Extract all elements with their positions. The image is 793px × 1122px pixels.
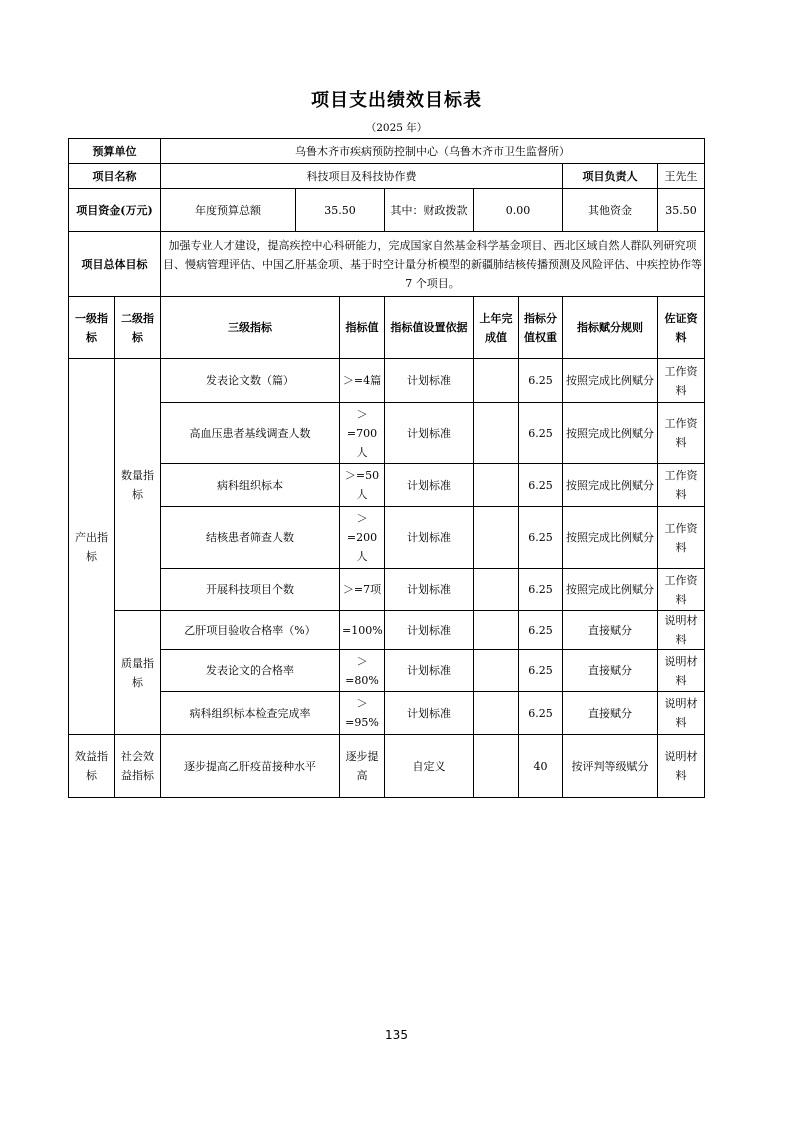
overall-goal-label: 项目总体目标: [69, 232, 161, 297]
table-row: [69, 507, 705, 569]
indicator-prev: [474, 735, 519, 798]
indicator-prev: [474, 692, 519, 735]
header-level2: 二级指标: [115, 297, 161, 359]
indicator-name: 逐步提高乙肝疫苗接种水平: [161, 735, 340, 798]
group-social-benefit: 社会效益指标: [115, 735, 161, 798]
overall-goal-row: [69, 232, 705, 297]
overall-goal-value: 加强专业人才建设，提高疾控中心科研能力，完成国家自然基金科学基金项目、西北区域自然人群队列研究项目、慢病管理评估、中国乙肝基金项、基于时空计量分析模型的新疆肺结核传播预测及风险评估、中疾控协作等 7 个项目。: [161, 232, 705, 297]
project-owner-label: 项目负责人: [563, 164, 658, 189]
indicator-weight: 6.25: [519, 403, 563, 464]
year-label: （2025 年）: [365, 122, 428, 134]
indicator-name: 开展科技项目个数: [161, 569, 340, 611]
indicator-evidence: 说明材料: [658, 692, 705, 735]
indicator-weight: 6.25: [519, 464, 563, 507]
indicator-evidence: 工作资料: [658, 569, 705, 611]
table-row: [69, 403, 705, 464]
indicator-name: 病科组织标本检查完成率: [161, 692, 340, 735]
table-row: [69, 650, 705, 692]
indicator-value: ＞=200人: [340, 507, 385, 569]
indicator-rule: 直接赋分: [563, 650, 658, 692]
indicator-evidence: 工作资料: [658, 507, 705, 569]
indicator-basis: 计划标准: [385, 569, 474, 611]
fiscal-allocation-value: 0.00: [474, 189, 563, 232]
table-row: [69, 464, 705, 507]
header-value: 指标值: [340, 297, 385, 359]
indicator-rule: 直接赋分: [563, 611, 658, 650]
page-number: 135: [385, 1028, 408, 1042]
indicator-prev: [474, 650, 519, 692]
indicator-basis: 自定义: [385, 735, 474, 798]
indicator-evidence: 工作资料: [658, 464, 705, 507]
indicator-value: =100%: [340, 611, 385, 650]
project-funds-row: [69, 189, 705, 232]
group-quality: 质量指标: [115, 611, 161, 735]
project-name-label: 项目名称: [69, 164, 161, 189]
annual-total-value: 35.50: [296, 189, 385, 232]
indicator-rule: 按照完成比例赋分: [563, 359, 658, 403]
indicator-evidence: 工作资料: [658, 403, 705, 464]
indicator-prev: [474, 611, 519, 650]
indicator-weight: 6.25: [519, 692, 563, 735]
project-name-value: 科技项目及科技协作费: [161, 164, 563, 189]
fiscal-allocation-label: 其中：财政拨款: [385, 189, 474, 232]
indicator-weight: 6.25: [519, 569, 563, 611]
table-row: [69, 569, 705, 611]
indicator-value: ＞=700人: [340, 403, 385, 464]
indicator-name: 高血压患者基线调查人数: [161, 403, 340, 464]
project-name-row: [69, 164, 705, 189]
indicator-value: ＞=7项: [340, 569, 385, 611]
indicator-value: ＞=95%: [340, 692, 385, 735]
table-row: [69, 359, 705, 403]
indicator-evidence: 说明材料: [658, 735, 705, 798]
project-owner-value: 王先生: [658, 164, 705, 189]
indicator-name: 结核患者筛查人数: [161, 507, 340, 569]
group-quantity: 数量指标: [115, 359, 161, 611]
indicator-name: 乙肝项目验收合格率（%）: [161, 611, 340, 650]
indicator-value: ＞=4篇: [340, 359, 385, 403]
indicator-basis: 计划标准: [385, 507, 474, 569]
header-prev: 上年完成值: [474, 297, 519, 359]
indicator-rule: 按照完成比例赋分: [563, 569, 658, 611]
indicator-rule: 直接赋分: [563, 692, 658, 735]
indicator-weight: 6.25: [519, 359, 563, 403]
indicator-basis: 计划标准: [385, 650, 474, 692]
indicator-value: ＞=50人: [340, 464, 385, 507]
indicator-weight: 6.25: [519, 650, 563, 692]
indicator-weight: 6.25: [519, 611, 563, 650]
indicator-rule: 按评判等级赋分: [563, 735, 658, 798]
performance-table: [68, 138, 705, 798]
budget-unit-label: 预算单位: [69, 139, 161, 164]
indicator-rule: 按照完成比例赋分: [563, 403, 658, 464]
page-title: 项目支出绩效目标表: [311, 90, 482, 111]
indicator-prev: [474, 464, 519, 507]
indicator-basis: 计划标准: [385, 464, 474, 507]
group-benefit: 效益指标: [69, 735, 115, 798]
indicator-evidence: 说明材料: [658, 650, 705, 692]
indicator-name: 发表论文的合格率: [161, 650, 340, 692]
indicator-basis: 计划标准: [385, 403, 474, 464]
header-row: [69, 297, 705, 359]
other-funds-label: 其他资金: [563, 189, 658, 232]
header-evidence: 佐证资料: [658, 297, 705, 359]
table-row: [69, 692, 705, 735]
budget-unit-value: 乌鲁木齐市疾病预防控制中心（乌鲁木齐市卫生监督所）: [161, 139, 705, 164]
indicator-basis: 计划标准: [385, 692, 474, 735]
indicator-prev: [474, 359, 519, 403]
header-level3: 三级指标: [161, 297, 340, 359]
indicator-name: 发表论文数（篇）: [161, 359, 340, 403]
indicator-prev: [474, 403, 519, 464]
indicator-evidence: 说明材料: [658, 611, 705, 650]
indicator-rule: 按照完成比例赋分: [563, 507, 658, 569]
table-row: [69, 735, 705, 798]
indicator-weight: 40: [519, 735, 563, 798]
header-weight: 指标分值权重: [519, 297, 563, 359]
indicator-prev: [474, 507, 519, 569]
indicator-basis: 计划标准: [385, 611, 474, 650]
indicator-rule: 按照完成比例赋分: [563, 464, 658, 507]
table-row: [69, 611, 705, 650]
indicator-value: 逐步提高: [340, 735, 385, 798]
group-output: 产出指标: [69, 359, 115, 735]
budget-unit-row: [69, 139, 705, 164]
indicator-value: ＞=80%: [340, 650, 385, 692]
indicator-name: 病科组织标本: [161, 464, 340, 507]
annual-total-label: 年度预算总额: [161, 189, 296, 232]
indicator-prev: [474, 569, 519, 611]
header-basis: 指标值设置依据: [385, 297, 474, 359]
indicator-basis: 计划标准: [385, 359, 474, 403]
indicator-evidence: 工作资料: [658, 359, 705, 403]
indicator-weight: 6.25: [519, 507, 563, 569]
header-rule: 指标赋分规则: [563, 297, 658, 359]
header-level1: 一级指标: [69, 297, 115, 359]
other-funds-value: 35.50: [658, 189, 705, 232]
project-funds-label: 项目资金(万元): [69, 189, 161, 232]
